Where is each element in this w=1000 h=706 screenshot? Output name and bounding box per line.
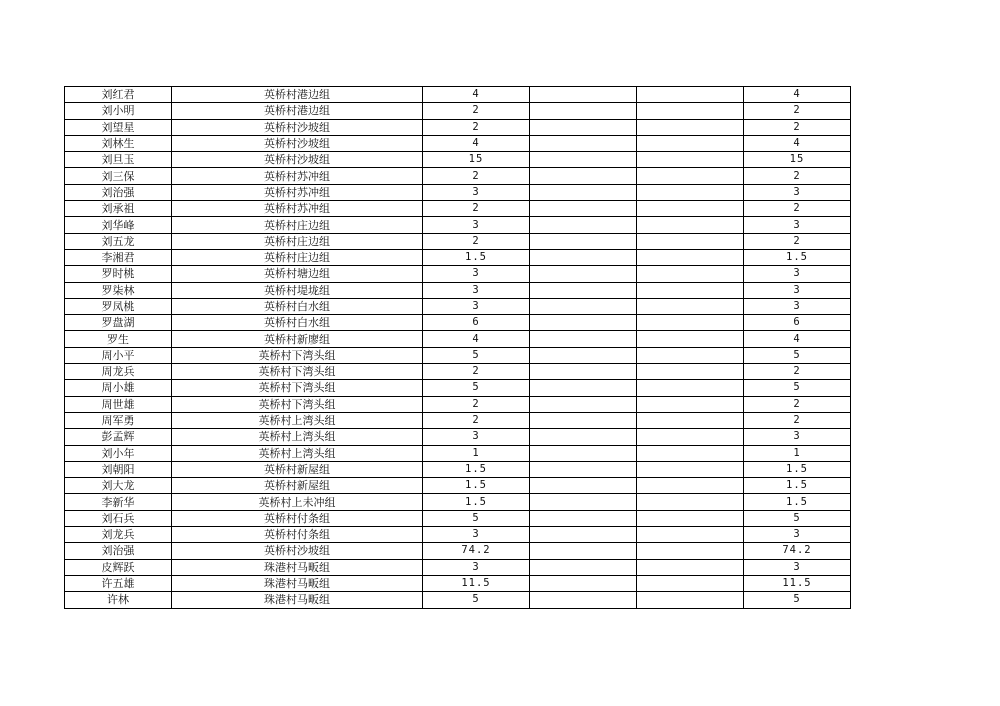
cell-quantity[interactable]: 5 [423, 510, 530, 526]
cell-address[interactable]: 珠港村马畈组 [172, 575, 423, 591]
table-row [65, 592, 851, 608]
cell-name[interactable]: 彭孟辉 [65, 429, 172, 445]
table-row [65, 494, 851, 510]
cell-name[interactable]: 刘小年 [65, 445, 172, 461]
cell-quantity[interactable]: 3 [423, 559, 530, 575]
cell-total[interactable]: 2 [744, 412, 851, 428]
cell-name[interactable]: 罗凤桃 [65, 298, 172, 314]
cell-address[interactable]: 英桥村上湾头组 [172, 445, 423, 461]
cell-total[interactable]: 5 [744, 510, 851, 526]
table-row [65, 152, 851, 168]
cell-empty-1[interactable] [530, 592, 637, 608]
cell-total[interactable]: 5 [744, 380, 851, 396]
cell-empty-2[interactable] [637, 119, 744, 135]
cell-address[interactable]: 英桥村塘边组 [172, 266, 423, 282]
cell-total[interactable]: 3 [744, 429, 851, 445]
cell-quantity[interactable]: 11.5 [423, 575, 530, 591]
cell-name[interactable]: 周世雄 [65, 396, 172, 412]
cell-total[interactable]: 3 [744, 266, 851, 282]
cell-address[interactable]: 英桥村苏冲组 [172, 201, 423, 217]
cell-name[interactable]: 刘大龙 [65, 478, 172, 494]
cell-total[interactable]: 5 [744, 347, 851, 363]
cell-name[interactable]: 刘望星 [65, 119, 172, 135]
cell-total[interactable]: 5 [744, 592, 851, 608]
cell-total[interactable]: 11.5 [744, 575, 851, 591]
cell-empty-2[interactable] [637, 168, 744, 184]
table-row [65, 364, 851, 380]
data-table [64, 86, 851, 609]
table-row [65, 87, 851, 103]
cell-address[interactable]: 英桥村下湾头组 [172, 364, 423, 380]
cell-quantity[interactable]: 3 [423, 429, 530, 445]
cell-address[interactable]: 英桥村庄边组 [172, 217, 423, 233]
cell-empty-2[interactable] [637, 282, 744, 298]
cell-quantity[interactable]: 15 [423, 152, 530, 168]
cell-empty-2[interactable] [637, 527, 744, 543]
cell-quantity[interactable]: 74.2 [423, 543, 530, 559]
cell-name[interactable]: 周小平 [65, 347, 172, 363]
cell-quantity[interactable]: 3 [423, 184, 530, 200]
cell-address[interactable]: 英桥村下湾头组 [172, 396, 423, 412]
cell-address[interactable]: 英桥村新屋组 [172, 478, 423, 494]
table-row [65, 412, 851, 428]
cell-total[interactable]: 2 [744, 103, 851, 119]
cell-address[interactable]: 英桥村白水组 [172, 315, 423, 331]
cell-empty-2[interactable] [637, 266, 744, 282]
table-row [65, 135, 851, 151]
cell-empty-1[interactable] [530, 119, 637, 135]
cell-empty-2[interactable] [637, 396, 744, 412]
cell-total[interactable]: 3 [744, 559, 851, 575]
cell-quantity[interactable]: 2 [423, 103, 530, 119]
cell-empty-2[interactable] [637, 461, 744, 477]
cell-empty-1[interactable] [530, 282, 637, 298]
cell-empty-2[interactable] [637, 445, 744, 461]
cell-quantity[interactable]: 2 [423, 119, 530, 135]
cell-empty-2[interactable] [637, 380, 744, 396]
cell-name[interactable]: 刘林生 [65, 135, 172, 151]
cell-total[interactable]: 4 [744, 135, 851, 151]
cell-quantity[interactable]: 3 [423, 217, 530, 233]
table-row [65, 103, 851, 119]
table-body [65, 87, 851, 609]
cell-total[interactable]: 2 [744, 119, 851, 135]
cell-empty-2[interactable] [637, 575, 744, 591]
cell-address[interactable]: 英桥村苏冲组 [172, 168, 423, 184]
cell-empty-1[interactable] [530, 347, 637, 363]
cell-address[interactable]: 英桥村下湾头组 [172, 347, 423, 363]
cell-empty-2[interactable] [637, 364, 744, 380]
cell-empty-1[interactable] [530, 217, 637, 233]
table-row [65, 331, 851, 347]
cell-name[interactable]: 刘旦玉 [65, 152, 172, 168]
table-row [65, 201, 851, 217]
cell-name[interactable]: 罗生 [65, 331, 172, 347]
cell-total[interactable]: 2 [744, 364, 851, 380]
cell-quantity[interactable]: 6 [423, 315, 530, 331]
cell-name[interactable]: 刘三保 [65, 168, 172, 184]
cell-empty-1[interactable] [530, 396, 637, 412]
cell-total[interactable]: 4 [744, 87, 851, 103]
table-row [65, 266, 851, 282]
cell-quantity[interactable]: 1.5 [423, 494, 530, 510]
cell-quantity[interactable]: 3 [423, 266, 530, 282]
cell-address[interactable]: 英桥村付条组 [172, 510, 423, 526]
cell-total[interactable]: 3 [744, 298, 851, 314]
cell-empty-1[interactable] [530, 315, 637, 331]
table-row [65, 119, 851, 135]
cell-empty-1[interactable] [530, 510, 637, 526]
table-row [65, 559, 851, 575]
table-row [65, 184, 851, 200]
cell-empty-1[interactable] [530, 152, 637, 168]
cell-empty-1[interactable] [530, 478, 637, 494]
cell-total[interactable]: 6 [744, 315, 851, 331]
cell-address[interactable]: 珠港村马畈组 [172, 559, 423, 575]
cell-empty-2[interactable] [637, 298, 744, 314]
cell-empty-1[interactable] [530, 233, 637, 249]
cell-empty-2[interactable] [637, 559, 744, 575]
table-row [65, 396, 851, 412]
cell-total[interactable]: 1.5 [744, 461, 851, 477]
cell-quantity[interactable]: 2 [423, 364, 530, 380]
cell-empty-2[interactable] [637, 429, 744, 445]
cell-empty-2[interactable] [637, 412, 744, 428]
cell-empty-2[interactable] [637, 494, 744, 510]
cell-name[interactable]: 刘石兵 [65, 510, 172, 526]
cell-total[interactable]: 15 [744, 152, 851, 168]
cell-empty-2[interactable] [637, 331, 744, 347]
cell-empty-2[interactable] [637, 478, 744, 494]
cell-address[interactable]: 英桥村庄边组 [172, 233, 423, 249]
cell-name[interactable]: 刘小明 [65, 103, 172, 119]
table-row [65, 543, 851, 559]
cell-name[interactable]: 李湘君 [65, 249, 172, 265]
cell-address[interactable]: 英桥村新廖组 [172, 331, 423, 347]
cell-quantity[interactable]: 2 [423, 201, 530, 217]
cell-empty-1[interactable] [530, 103, 637, 119]
cell-address[interactable]: 英桥村沙坡组 [172, 152, 423, 168]
table-row [65, 461, 851, 477]
cell-name[interactable]: 罗盘湖 [65, 315, 172, 331]
cell-name[interactable]: 罗时桃 [65, 266, 172, 282]
cell-quantity[interactable]: 4 [423, 135, 530, 151]
cell-address[interactable]: 英桥村下湾头组 [172, 380, 423, 396]
cell-empty-1[interactable] [530, 168, 637, 184]
table-row [65, 445, 851, 461]
table-row [65, 575, 851, 591]
cell-address[interactable]: 英桥村上湾头组 [172, 429, 423, 445]
cell-quantity[interactable]: 1.5 [423, 461, 530, 477]
table-row [65, 429, 851, 445]
cell-empty-2[interactable] [637, 592, 744, 608]
cell-empty-1[interactable] [530, 575, 637, 591]
cell-quantity[interactable]: 1 [423, 445, 530, 461]
cell-address[interactable]: 英桥村沙坡组 [172, 119, 423, 135]
cell-empty-2[interactable] [637, 233, 744, 249]
cell-empty-1[interactable] [530, 364, 637, 380]
cell-address[interactable]: 英桥村沙坡组 [172, 135, 423, 151]
table-row [65, 510, 851, 526]
cell-name[interactable]: 罗柒林 [65, 282, 172, 298]
cell-quantity[interactable]: 5 [423, 347, 530, 363]
cell-quantity[interactable]: 2 [423, 168, 530, 184]
cell-name[interactable]: 许林 [65, 592, 172, 608]
cell-address[interactable]: 英桥村上未冲组 [172, 494, 423, 510]
cell-quantity[interactable]: 2 [423, 396, 530, 412]
cell-name[interactable]: 刘治强 [65, 543, 172, 559]
cell-empty-2[interactable] [637, 201, 744, 217]
cell-quantity[interactable]: 4 [423, 87, 530, 103]
cell-address[interactable]: 英桥村港边组 [172, 103, 423, 119]
cell-address[interactable]: 英桥村上湾头组 [172, 412, 423, 428]
cell-total[interactable]: 74.2 [744, 543, 851, 559]
cell-total[interactable]: 1 [744, 445, 851, 461]
cell-address[interactable]: 英桥村沙坡组 [172, 543, 423, 559]
cell-address[interactable]: 英桥村白水组 [172, 298, 423, 314]
table-row [65, 249, 851, 265]
cell-empty-1[interactable] [530, 412, 637, 428]
table-row [65, 478, 851, 494]
cell-empty-2[interactable] [637, 510, 744, 526]
table-row [65, 315, 851, 331]
cell-empty-1[interactable] [530, 494, 637, 510]
table-row [65, 168, 851, 184]
cell-empty-2[interactable] [637, 217, 744, 233]
cell-quantity[interactable]: 3 [423, 527, 530, 543]
cell-quantity[interactable]: 5 [423, 380, 530, 396]
cell-empty-1[interactable] [530, 543, 637, 559]
cell-total[interactable]: 3 [744, 282, 851, 298]
cell-empty-1[interactable] [530, 445, 637, 461]
cell-total[interactable]: 3 [744, 217, 851, 233]
cell-empty-1[interactable] [530, 298, 637, 314]
cell-empty-1[interactable] [530, 429, 637, 445]
cell-address[interactable]: 英桥村港边组 [172, 87, 423, 103]
table-row [65, 298, 851, 314]
cell-name[interactable]: 刘朝阳 [65, 461, 172, 477]
cell-empty-1[interactable] [530, 201, 637, 217]
cell-empty-2[interactable] [637, 249, 744, 265]
cell-address[interactable]: 珠港村马畈组 [172, 592, 423, 608]
cell-empty-2[interactable] [637, 347, 744, 363]
cell-quantity[interactable]: 2 [423, 233, 530, 249]
cell-quantity[interactable]: 1.5 [423, 249, 530, 265]
cell-name[interactable]: 周小雄 [65, 380, 172, 396]
cell-address[interactable]: 英桥村苏冲组 [172, 184, 423, 200]
cell-empty-2[interactable] [637, 315, 744, 331]
cell-empty-1[interactable] [530, 135, 637, 151]
cell-name[interactable]: 皮辉跃 [65, 559, 172, 575]
cell-empty-1[interactable] [530, 249, 637, 265]
table-row [65, 282, 851, 298]
cell-total[interactable]: 1.5 [744, 249, 851, 265]
cell-name[interactable]: 李新华 [65, 494, 172, 510]
cell-quantity[interactable]: 5 [423, 592, 530, 608]
cell-empty-2[interactable] [637, 543, 744, 559]
cell-total[interactable]: 3 [744, 184, 851, 200]
cell-total[interactable]: 3 [744, 527, 851, 543]
cell-address[interactable]: 英桥村堤垅组 [172, 282, 423, 298]
cell-name[interactable]: 刘承祖 [65, 201, 172, 217]
cell-total[interactable]: 2 [744, 201, 851, 217]
cell-total[interactable]: 4 [744, 331, 851, 347]
cell-empty-2[interactable] [637, 152, 744, 168]
cell-name[interactable]: 刘龙兵 [65, 527, 172, 543]
cell-total[interactable]: 2 [744, 168, 851, 184]
cell-empty-2[interactable] [637, 135, 744, 151]
cell-empty-2[interactable] [637, 87, 744, 103]
cell-total[interactable]: 1.5 [744, 478, 851, 494]
cell-empty-2[interactable] [637, 103, 744, 119]
cell-quantity[interactable]: 3 [423, 282, 530, 298]
cell-name[interactable]: 刘华峰 [65, 217, 172, 233]
cell-empty-1[interactable] [530, 266, 637, 282]
cell-name[interactable]: 刘红君 [65, 87, 172, 103]
table-row [65, 527, 851, 543]
cell-total[interactable]: 2 [744, 396, 851, 412]
cell-name[interactable]: 周军勇 [65, 412, 172, 428]
cell-empty-1[interactable] [530, 331, 637, 347]
table-row [65, 380, 851, 396]
cell-address[interactable]: 英桥村付条组 [172, 527, 423, 543]
cell-total[interactable]: 2 [744, 233, 851, 249]
cell-address[interactable]: 英桥村庄边组 [172, 249, 423, 265]
cell-empty-1[interactable] [530, 380, 637, 396]
cell-name[interactable]: 周龙兵 [65, 364, 172, 380]
cell-empty-1[interactable] [530, 461, 637, 477]
cell-empty-1[interactable] [530, 527, 637, 543]
cell-quantity[interactable]: 1.5 [423, 478, 530, 494]
cell-name[interactable]: 刘治强 [65, 184, 172, 200]
cell-name[interactable]: 许五雄 [65, 575, 172, 591]
cell-quantity[interactable]: 4 [423, 331, 530, 347]
cell-empty-2[interactable] [637, 184, 744, 200]
cell-quantity[interactable]: 2 [423, 412, 530, 428]
table-row [65, 217, 851, 233]
cell-name[interactable]: 刘五龙 [65, 233, 172, 249]
cell-empty-1[interactable] [530, 87, 637, 103]
cell-quantity[interactable]: 3 [423, 298, 530, 314]
table-row [65, 347, 851, 363]
spreadsheet-page [64, 86, 850, 609]
cell-address[interactable]: 英桥村新屋组 [172, 461, 423, 477]
cell-empty-1[interactable] [530, 184, 637, 200]
cell-empty-1[interactable] [530, 559, 637, 575]
table-row [65, 233, 851, 249]
cell-total[interactable]: 1.5 [744, 494, 851, 510]
